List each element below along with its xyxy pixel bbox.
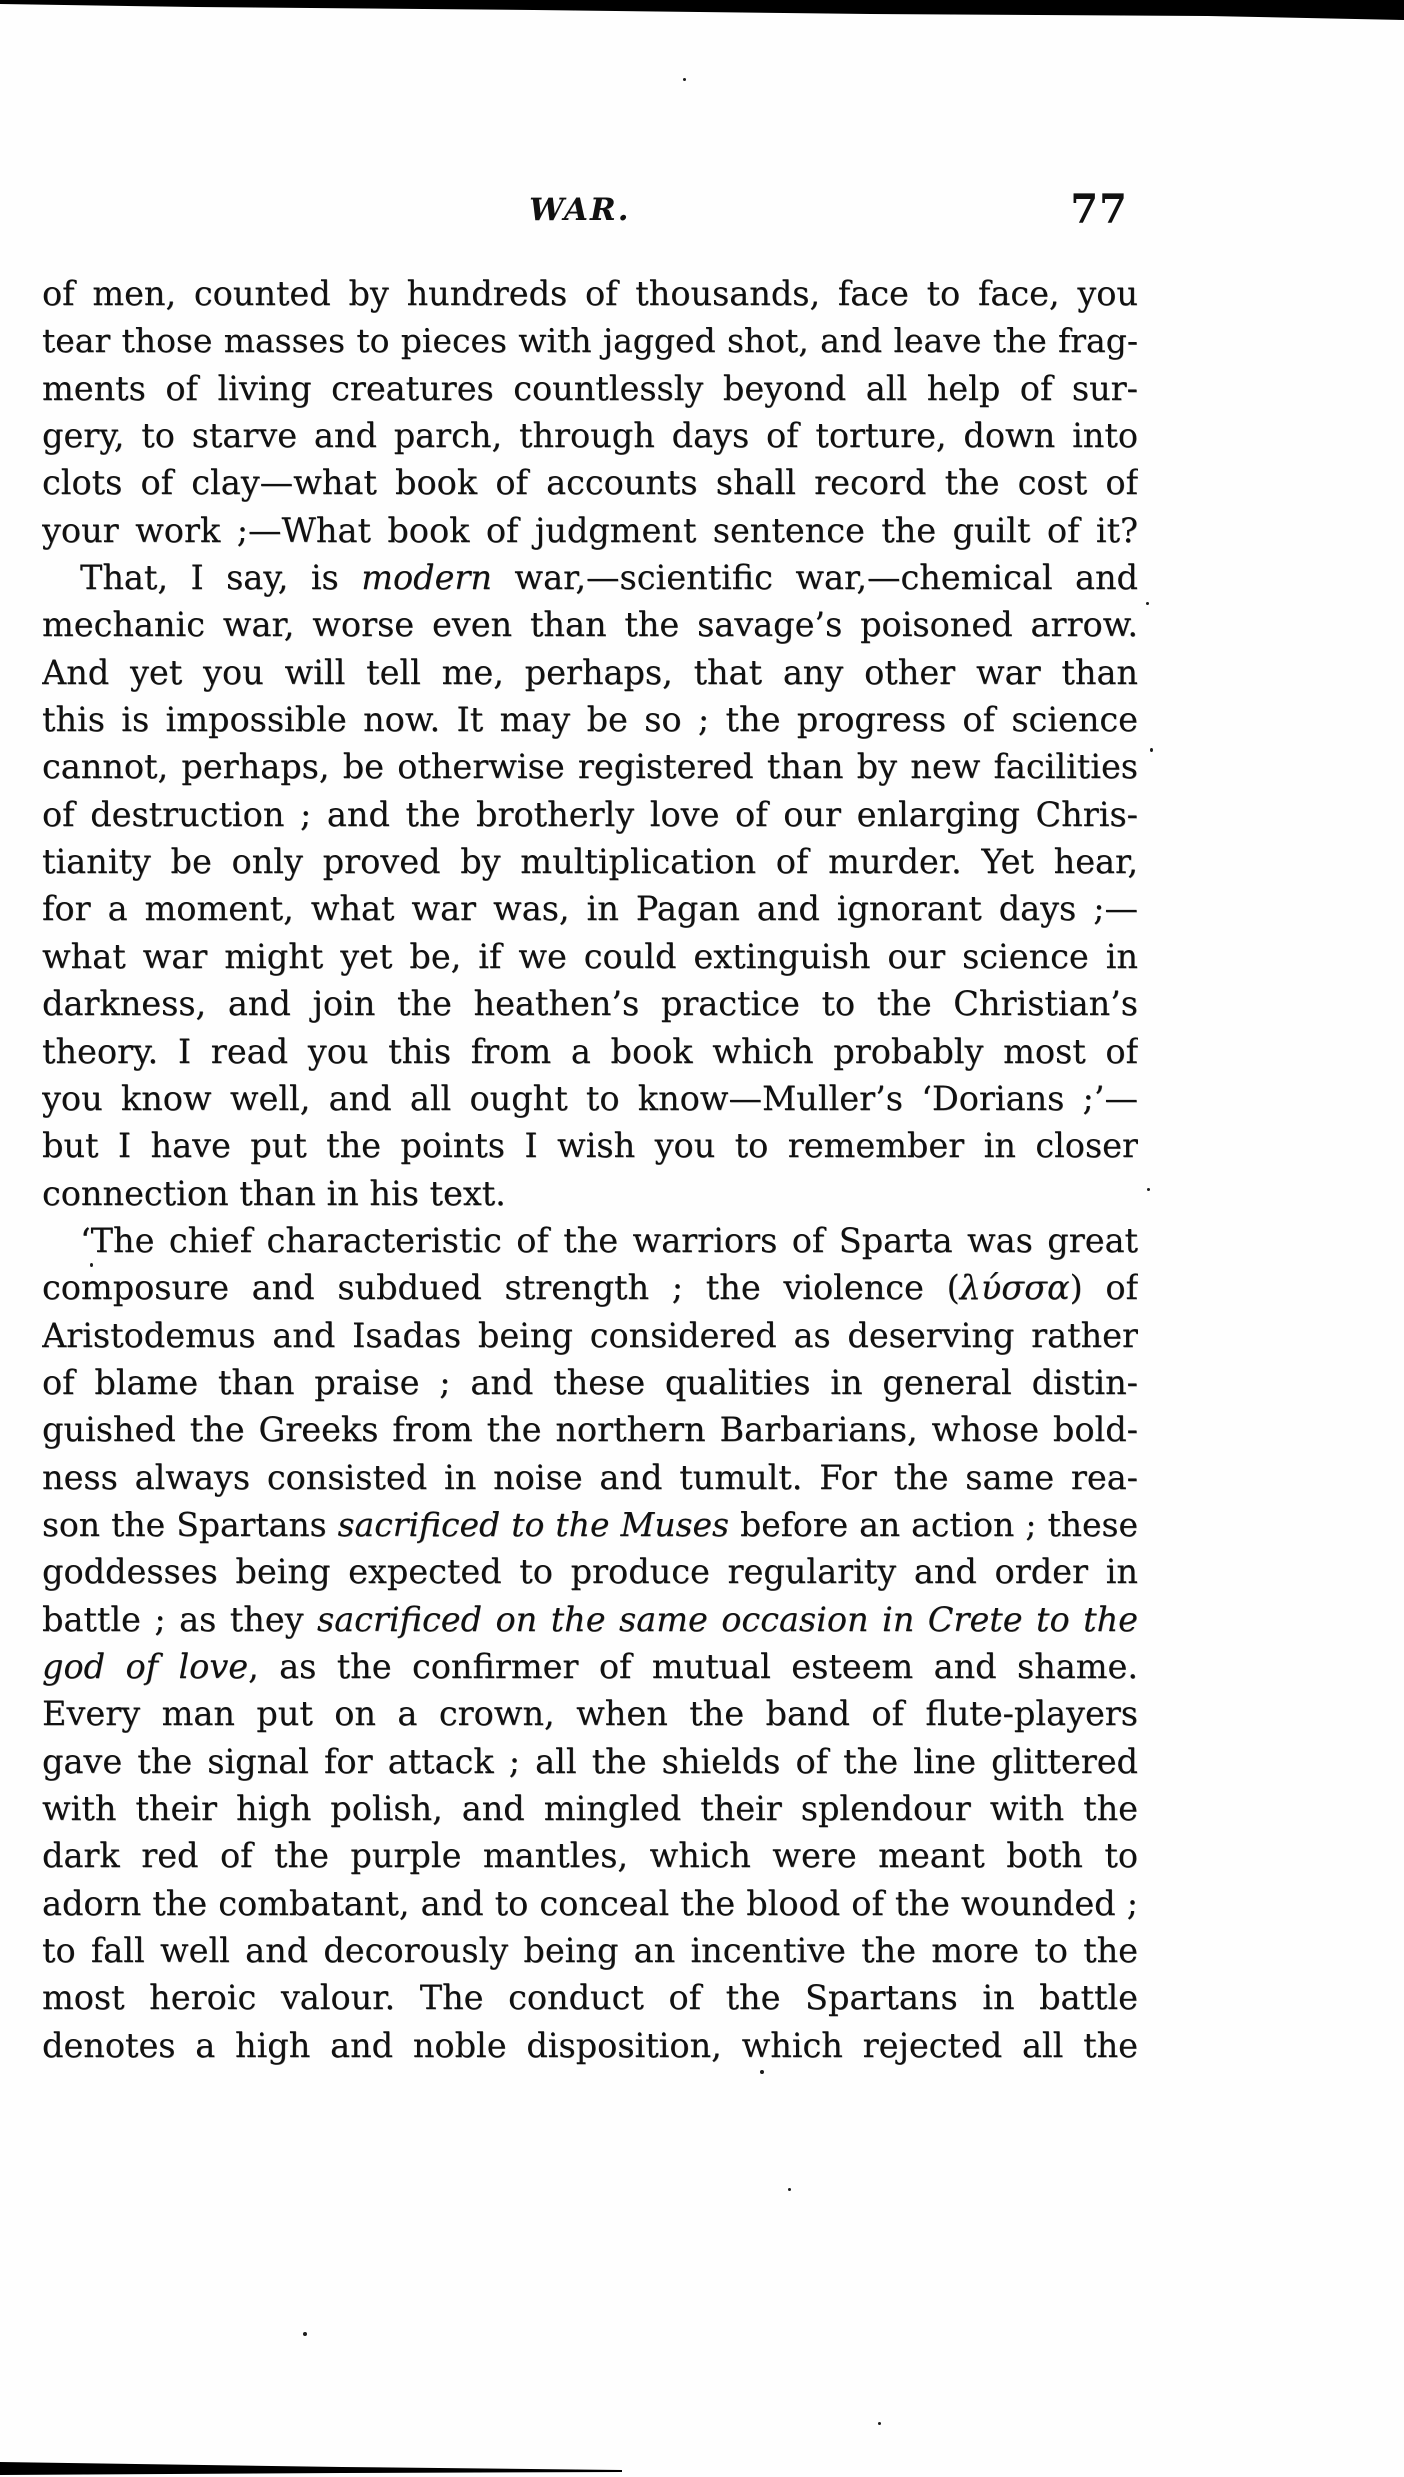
body-text: Every man put on a crown, when the band of flute-players: [42, 1694, 1138, 1734]
text-line: [42, 1927, 1138, 1974]
page-number: 77: [1070, 186, 1128, 233]
italic-text: sacrificed on the same occasion in Crete to the: [317, 1599, 1138, 1639]
text-line: [42, 1501, 1138, 1548]
body-text: what war might yet be, if we could extinguish our science in: [42, 936, 1138, 976]
scan-artifact-bottom: [0, 2459, 622, 2476]
body-text: son the Spartans: [42, 1504, 338, 1544]
text-line: [42, 1738, 1138, 1785]
scan-speck: [303, 2332, 307, 2336]
text-line: [42, 601, 1138, 648]
body-text: , as the confirmer of mutual esteem and shame.: [248, 1646, 1138, 1686]
running-title: WAR.: [529, 192, 631, 228]
scan-speck: [1147, 1188, 1150, 1191]
body-text: ness always consisted in noise and tumult. For the same rea-: [42, 1457, 1138, 1497]
body-text: of destruction ; and the brotherly love of our enlarging Chris-: [42, 794, 1138, 834]
body-text: but I have put the points I wish you to remember in closer: [42, 1126, 1138, 1166]
scan-speck: [90, 1263, 93, 1267]
body-text: connection than in his text.: [42, 1173, 506, 1213]
text-block: [42, 270, 1138, 2069]
body-text: Aristodemus and Isadas being considered as deserving rather: [42, 1315, 1138, 1355]
text-line: [42, 1217, 1138, 1264]
body-text: of men, counted by hundreds of thousands, face to face, you: [42, 274, 1138, 313]
body-text: gave the signal for attack ; all the shields of the line glittered: [42, 1741, 1138, 1781]
text-line: [42, 1312, 1138, 1359]
text-line: [42, 1832, 1138, 1879]
body-text: theory. I read you this from a book which probably most of: [42, 1031, 1138, 1071]
text-line: [42, 412, 1138, 459]
body-text: battle ; as they: [42, 1599, 317, 1639]
text-line: [42, 1548, 1138, 1595]
text-line: [42, 1974, 1138, 2021]
text-line: [42, 1170, 1138, 1217]
body-text: dark red of the purple mantles, which were meant both to: [42, 1836, 1138, 1876]
body-text: darkness, and join the heathen’s practice to the Christian’s: [42, 984, 1138, 1024]
body-text: you know well, and all ought to know—Muller’s ‘Dorians ;’—: [42, 1078, 1138, 1118]
body-text: ‘The chief characteristic of the warriors of Sparta was great: [80, 1220, 1138, 1260]
text-line: [42, 1264, 1138, 1311]
scan-speck: [878, 2422, 881, 2425]
body-text: ments of living creatures countlessly beyond all help of sur-: [42, 368, 1138, 408]
scan-speck: [1146, 602, 1149, 605]
italic-text: modern: [361, 558, 492, 598]
body-text: war,—scientific war,—chemical and: [491, 558, 1138, 598]
text-line: [42, 2022, 1138, 2069]
text-line: [42, 1643, 1138, 1690]
body-text: goddesses being expected to produce regularity and order in: [42, 1552, 1138, 1592]
italic-text: sacrificed to the Muses: [337, 1504, 729, 1544]
text-line: [42, 1454, 1138, 1501]
scan-speck: [1150, 748, 1153, 752]
body-text: adorn the combatant, and to conceal the blood of the wounded ;: [42, 1883, 1138, 1923]
scan-speck: [683, 78, 686, 81]
body-text: clots of clay—what book of accounts shall record the cost of: [42, 463, 1138, 503]
text-line: [42, 554, 1138, 601]
text-line: [42, 1785, 1138, 1832]
body-text: of blame than praise ; and these qualities in general distin-: [42, 1362, 1138, 1402]
body-text: ) of: [1069, 1268, 1138, 1308]
text-line: [42, 743, 1138, 790]
text-line: [42, 1690, 1138, 1737]
italic-text: god of love: [42, 1646, 249, 1686]
text-line: [42, 1596, 1138, 1643]
body-text: That, I say, is: [80, 558, 362, 598]
text-line: [42, 1406, 1138, 1453]
page-header: [42, 186, 1138, 236]
text-line: [42, 459, 1138, 506]
text-line: [42, 317, 1138, 364]
scan-artifact-top: [0, 0, 1404, 24]
text-line: [42, 649, 1138, 696]
text-line: [42, 933, 1138, 980]
scan-speck: [760, 2070, 764, 2074]
text-line: [42, 1880, 1138, 1927]
text-line: [42, 885, 1138, 932]
text-line: [42, 696, 1138, 743]
text-line: [42, 1075, 1138, 1122]
scan-speck: [788, 2188, 791, 2191]
body-text: tear those masses to pieces with jagged shot, and leave the frag-: [42, 321, 1138, 361]
body-text: gery, to starve and parch, through days of torture, down into: [42, 416, 1138, 456]
text-line: [42, 365, 1138, 412]
text-line: [42, 980, 1138, 1027]
body-text: guished the Greeks from the northern Barbarians, whose bold-: [42, 1410, 1138, 1450]
text-line: [42, 838, 1138, 885]
body-text: tianity be only proved by multiplication of murder. Yet hear,: [42, 842, 1138, 882]
body-text: this is impossible now. It may be so ; the progress of science: [42, 700, 1138, 740]
body-text: cannot, perhaps, be otherwise registered than by new facilities: [42, 747, 1138, 787]
text-line: [42, 1359, 1138, 1406]
text-line: [42, 507, 1138, 554]
body-text: your work ;—What book of judgment sentence the guilt of it?: [42, 510, 1138, 550]
text-line: [42, 791, 1138, 838]
body-text: denotes a high and noble disposition, which rejected all the: [42, 2025, 1138, 2065]
italic-text: λύσσα: [959, 1268, 1070, 1308]
body-text: with their high polish, and mingled their splendour with the: [42, 1789, 1138, 1828]
text-line: [42, 1028, 1138, 1075]
body-text: for a moment, what war was, in Pagan and ignorant days ;—: [42, 889, 1138, 929]
text-line: [42, 270, 1138, 317]
body-text: most heroic valour. The conduct of the Spartans in battle: [42, 1978, 1138, 2018]
body-text: composure and subdued strength ; the violence (: [42, 1268, 960, 1308]
text-line: [42, 1122, 1138, 1169]
body-text: before an action ; these: [729, 1504, 1138, 1544]
body-text: mechanic war, worse even than the savage’s poisoned arrow.: [42, 605, 1138, 645]
body-text: to fall well and decorously being an incentive the more to the: [42, 1931, 1138, 1971]
body-text: And yet you will tell me, perhaps, that any other war than: [42, 652, 1138, 692]
